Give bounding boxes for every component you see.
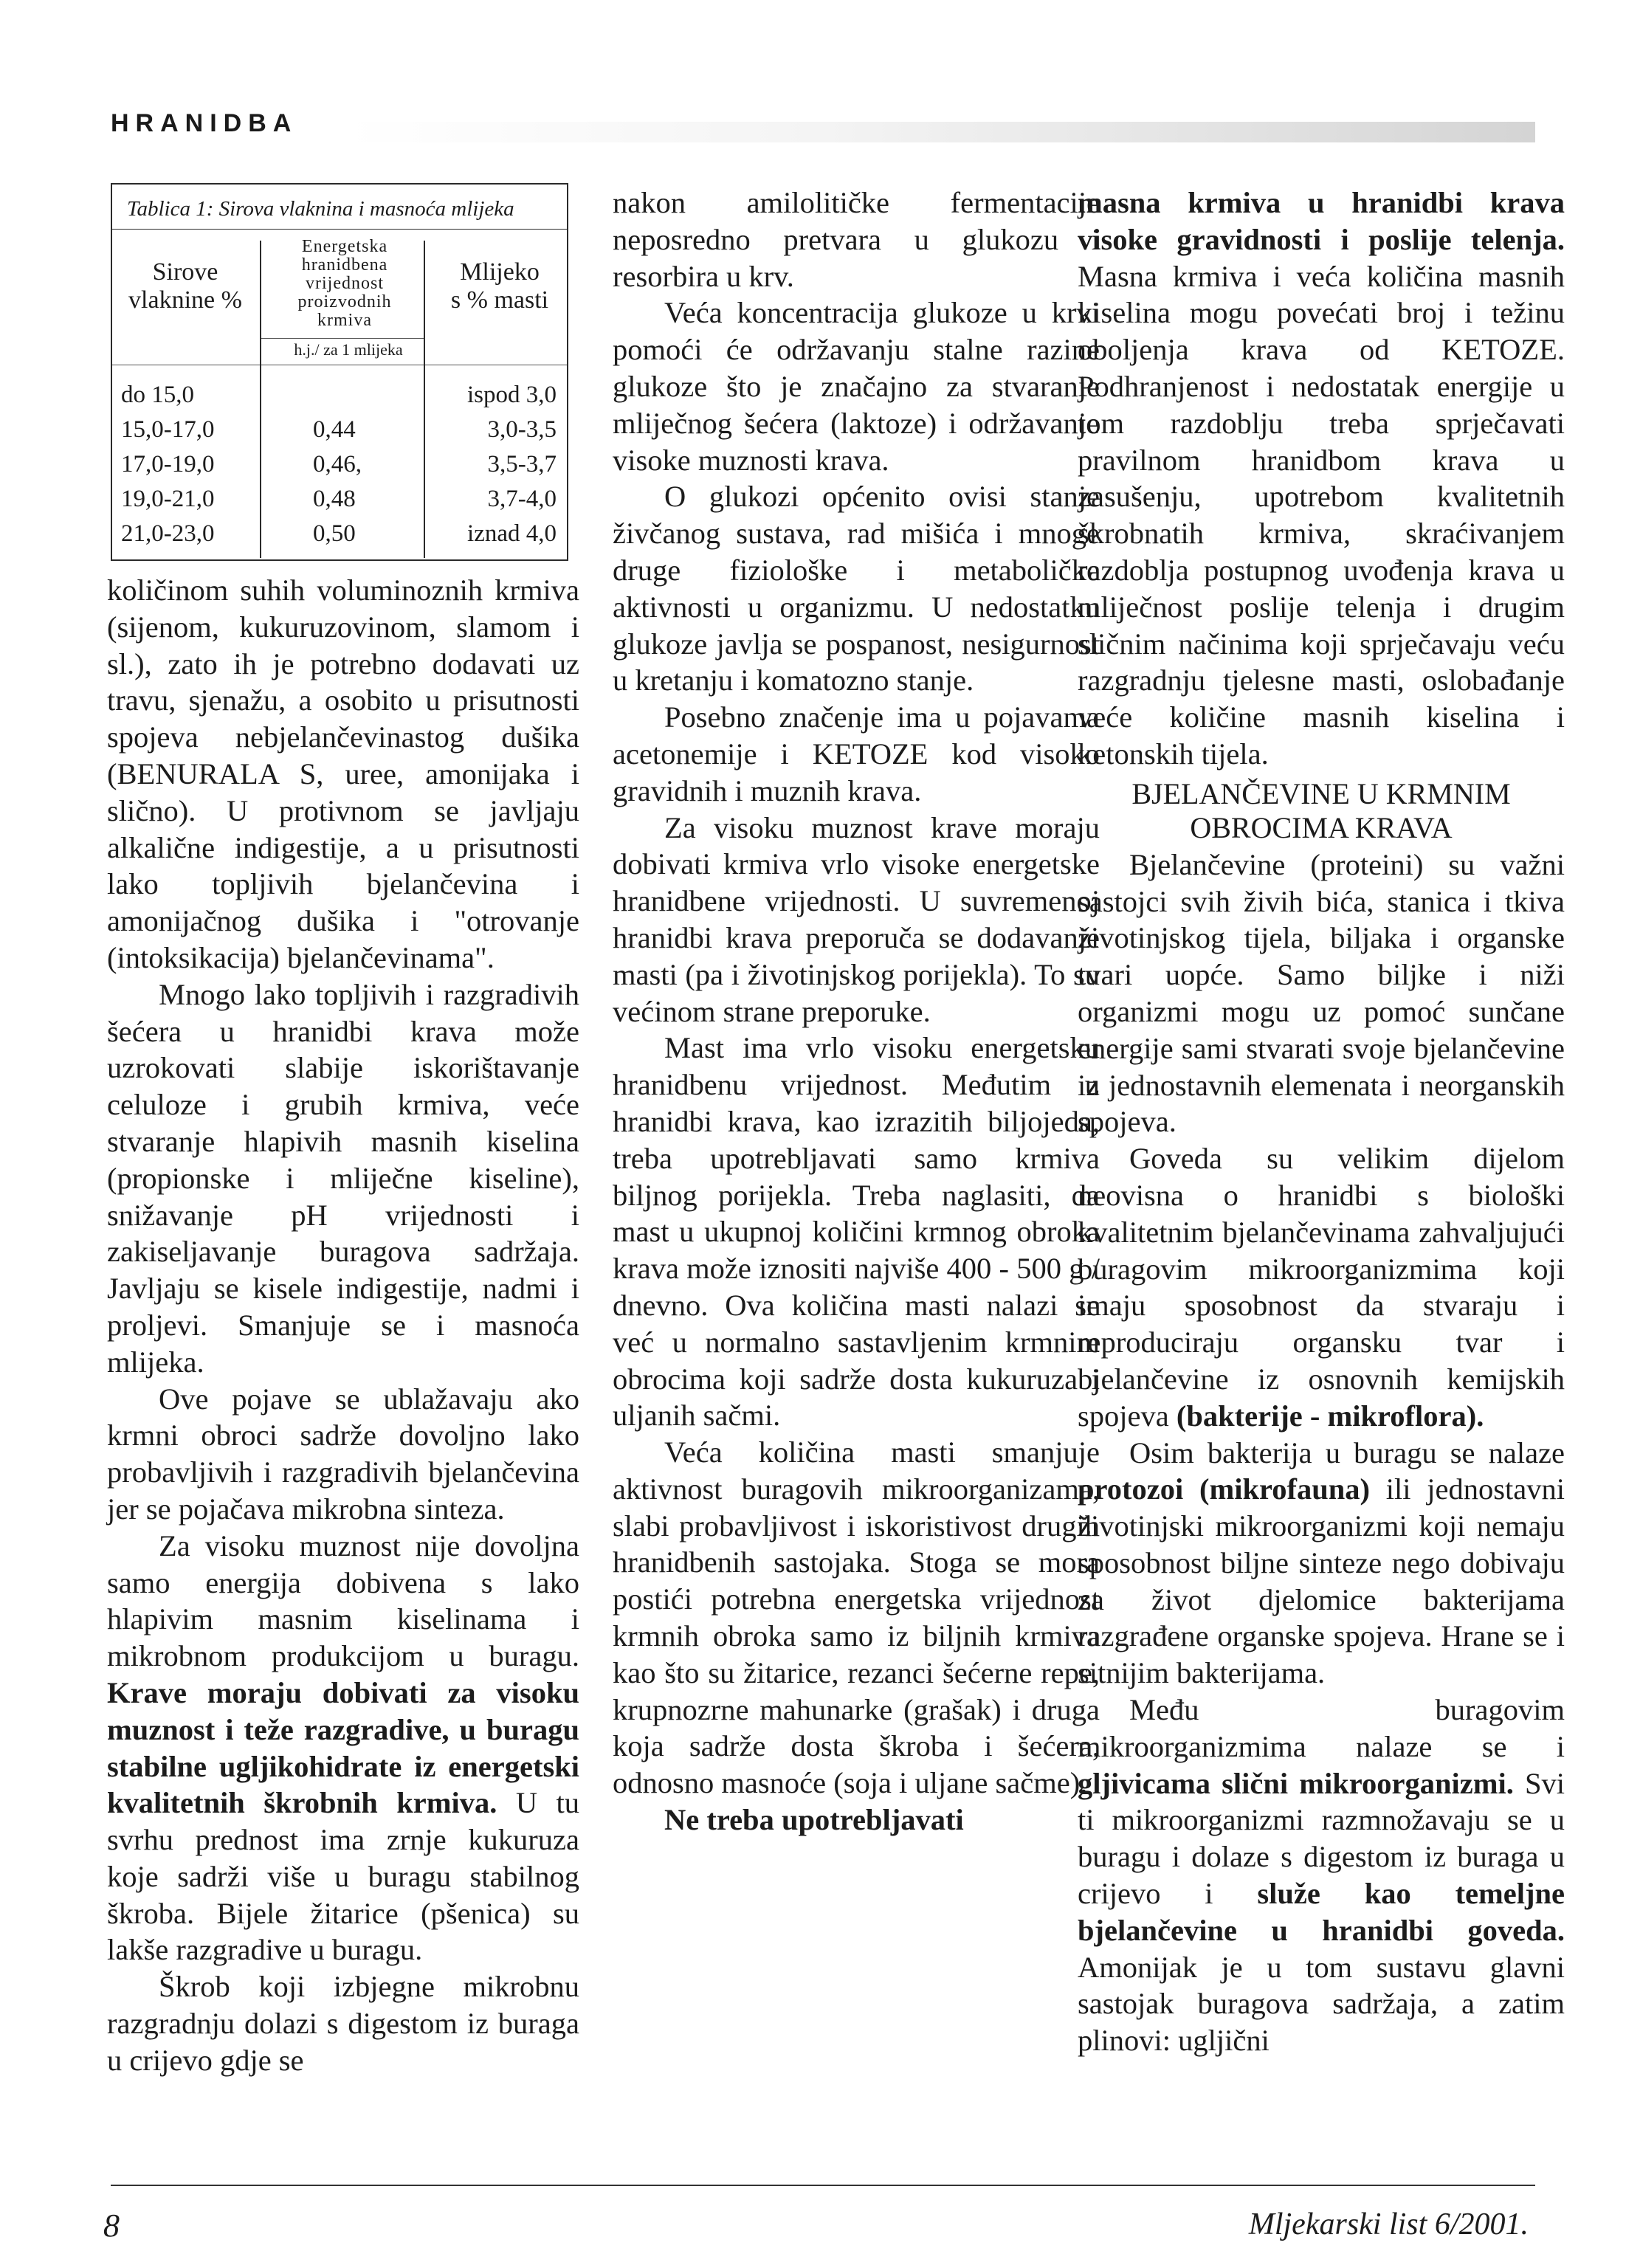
table-1 bbox=[111, 183, 568, 561]
table-header-milk: Mlijeko s % masti bbox=[450, 258, 549, 314]
table-row: 19,0-21,0 0,48 3,7-4,0 bbox=[121, 486, 557, 512]
column-3 bbox=[1078, 185, 1565, 2059]
table-row: 17,0-19,0 0,46, 3,5-3,7 bbox=[121, 451, 557, 478]
paragraph: Veća količina masti smanjuje aktivnost buragovih mikroorganizama, slabi probavljivost i iskoristivost drugih hranidbenih sastojaka. Stoga se mora postići potrebna energetska vrijednost krmnih obroka samo iz biljnih krmiva kao što su žitarice, rezanci šećerne repe, krupnozrne mahunarke (grašak) i druga koja sadrže dosta škroba i šećera, odnosno masnoće (soja i uljane sačme). bbox=[613, 1435, 1100, 1800]
journal-name: Mljekarski list 6/2001. bbox=[1248, 2207, 1529, 2241]
column-1 bbox=[107, 572, 579, 2079]
paragraph: Mnogo lako topljivih i razgradivih šećera u hranidbi krava može uzrokovati slabije iskorištavanje celuloze i grubih krmiva, veće stvaranje hlapivih masnih kiselina (propionske i mliječne kiseline), snižavanje pH vrijednosti i zakiseljavanje buragova sadržaja. Javljaju se kisele indigestije, nadmi i proljevi. Smanjuje se i masnoća mlijeka. bbox=[107, 977, 579, 1379]
footer-rule bbox=[111, 2185, 1535, 2186]
paragraph: količinom suhih voluminoznih krmiva (sijenom, kukuruzovinom, slamom i sl.), zato ih je potrebno dodavati uz travu, sjenažu, a osobito u prisutnosti spojeva nebjelančevinastog dušika (BENURALA S, uree, amonijaka i slično). U protivnom se javljaju alkalične indigestije, a u prisutnosti lako topljivih bjelančevina i amonijačnog dušika i "otrovanje (intoksikacija) bjelančevinama". bbox=[107, 573, 579, 974]
table-header-energy-unit: h.j./ za 1 mlijeka bbox=[294, 340, 403, 359]
paragraph: Ove pojave se ublažavaju ako krmni obroci sadrže dovoljno lako probavljivih i razgradivih bjelančevina jer se pojačava mikrobna sinteza. bbox=[107, 1382, 579, 1526]
paragraph: Za visoku muznost nije dovoljna samo energija dobivena s lako hlapivim masnim kiselinama i mikrobnom produkcijom u buragu. Krave moraju dobivati za visoku muznost i teže razgradive, u buragu stabilne ugljikohidrate iz energetski kvalitetnih škrobnih krmiva. U tu svrhu prednost ima zrnje kukuruza koje sadrži više u buragu stabilnog škroba. Bijele žitarice (pšenica) su lakše razgradive u buragu. bbox=[107, 1528, 579, 1967]
paragraph: Bjelančevine (proteini) su važni sastojci svih živih bića, stanica i tkiva životinjskog tijela, biljaka i organske tvari uopće. Samo biljke i niži organizmi mogu uz pomoć sunčane energije sami stvarati svoje bjelančevine iz jednostavnih elemenata i neorganskih spojeva. bbox=[1078, 847, 1565, 1139]
paragraph: Mast ima vrlo visoku energetsku hranidbenu vrijednost. Međutim u hranidbi krava, kao izrazitih biljojeda, treba upotrebljavati samo krmiva biljnog porijekla. Treba naglasiti, da mast u ukupnoj količini krmnog obroka krava može iznositi najviše 400 - 500 g / dnevno. Ova količina masti nalazi se već u normalno sastavljenim krmnim obrocima koji sadrže dosta kukuruza i uljanih sačmi. bbox=[613, 1031, 1100, 1433]
table-unit-rule bbox=[260, 338, 424, 339]
column-2 bbox=[613, 185, 1100, 1838]
table-header-fiber: Sirove vlaknine % bbox=[128, 258, 242, 314]
paragraph: Među buragovim mikroorganizmima nalaze se i gljivicama slični mikroorganizmi. Svi ti mikroorganizmi razmnožavaju se u buragu i dolaze s digestom iz buraga u crijevo i služe kao temeljne bjelančevine u hranidbi goveda. Amonijak je u tom sustavu glavni sastojak buragova sadržaja, a zatim plinovi: ugljični bbox=[1078, 1693, 1565, 2058]
paragraph: nakon amilolitičke fermentacije neposredno pretvara u glukozu i resorbira u krv. bbox=[613, 186, 1100, 293]
paragraph: Za visoku muznost krave moraju dobivati krmiva vrlo visoke energetske hranidbene vrijednosti. U suvremenoj hranidbi krava preporuča se dodavanje masti (pa i životinjskog porijekla). To su većinom strane preporuke. bbox=[613, 810, 1100, 1028]
table-header-energy: Energetska hranidbena vrijednost proizvodnih krmiva bbox=[297, 237, 392, 330]
table-row: 15,0-17,0 0,44 3,0-3,5 bbox=[121, 416, 557, 443]
paragraph: Posebno značenje ima u pojavama acetonemije i KETOZE kod visoko gravidnih i muznih krava. bbox=[613, 700, 1100, 807]
header-band bbox=[347, 122, 1535, 142]
table-row: 21,0-23,0 0,50 iznad 4,0 bbox=[121, 520, 557, 547]
paragraph: Osim bakterija u buragu se nalaze protozoi (mikrofauna) ili jednostavni životinjski mikroorganizmi koji nemaju sposobnost biljne sinteze nego dobivaju za život djelomice bakterijama razgrađene organske spojeva. Hrane se i sitnijim bakterijama. bbox=[1078, 1435, 1565, 1690]
table-caption-rule bbox=[112, 229, 567, 230]
table-row: do 15,0 ispod 3,0 bbox=[121, 382, 557, 408]
section-label: HRANIDBA bbox=[111, 109, 298, 137]
paragraph: Veća koncentracija glukoze u krvi pomoći će održavanju stalne razine glukoze što je značajno za stvaranje mliječnog šećera (laktoze) i održavanje visoke muznosti krava. bbox=[613, 296, 1100, 477]
section-heading: BJELANČEVINE U KRMNIM OBROCIMA KRAVA bbox=[1131, 776, 1511, 844]
table-caption: Tablica 1: Sirova vlaknina i masnoća mlijeka bbox=[127, 197, 514, 221]
paragraph: O glukozi općenito ovisi stanje živčanog sustava, rad mišića i mnoge druge fiziološke i metaboličke aktivnosti u organizmu. U nedostatku glukoze javlja se pospanost, nesigurnost u kretanju i komatozno stanje. bbox=[613, 480, 1100, 697]
paragraph: Škrob koji izbjegne mikrobnu razgradnju dolazi s digestom iz buraga u crijevo gdje se bbox=[107, 1970, 579, 2077]
page-number: 8 bbox=[103, 2207, 120, 2244]
paragraph: masna krmiva u hranidbi krava visoke gravidnosti i poslije telenja. Masna krmiva i veća količina masnih kiselina mogu povećati broj i težinu oboljenja krava od KETOZE. Podhranjenost i nedostatak energije u tom razdoblju treba sprječavati pravilnom hranidbom krava u zasušenju, upotrebom kvalitetnih škrobnatih krmiva, skraćivanjem razdoblja postupnog uvođenja krava u mliječnost poslije telenja i drugim sličnim načinima koji sprječavaju veću razgradnju tjelesne masti, oslobađanje veće količine masnih kiselina i ketonskih tijela. bbox=[1078, 186, 1565, 771]
paragraph: Ne treba upotrebljavati bbox=[664, 1803, 964, 1837]
paragraph: Goveda su velikim dijelom neovisna o hranidbi s biološki kvalitetnim bjelančevinama zahvaljujući buragovim mikroorganizmima koji imaju sposobnost da stvaraju i reproduciraju organsku tvar i bjelančevine iz osnovnih kemijskih spojeva (bakterije - mikroflora). bbox=[1078, 1142, 1565, 1433]
